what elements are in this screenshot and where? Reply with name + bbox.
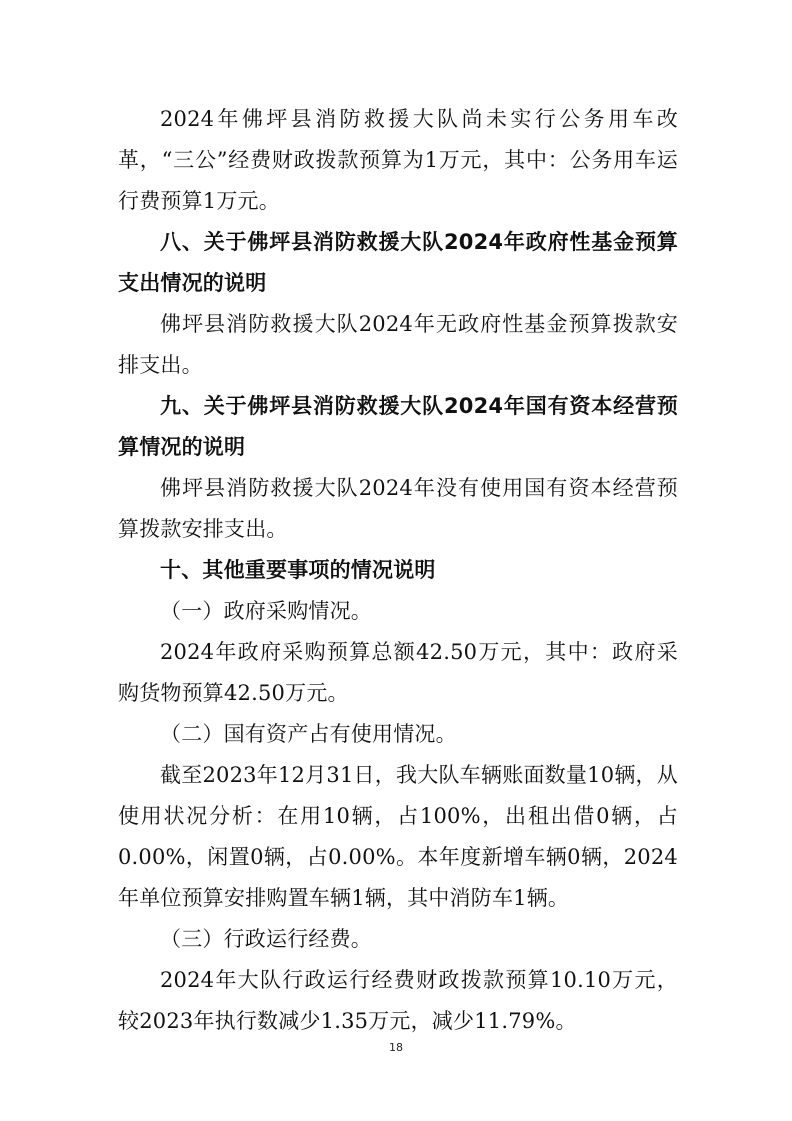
paragraph-government-fund: 佛坪县消防救援大队2024年无政府性基金预算拨款安排支出。 [118,312,678,377]
heading-government-fund: 八、关于佛坪县消防救援大队2024年政府性基金预算支出情况的说明 [118,230,678,295]
document-body [118,99,678,1042]
page-number: 18 [389,1041,403,1054]
subheading-admin-expense: （三）行政运行经费。 [160,927,372,951]
heading-other-matters: 十、其他重要事项的情况说明 [160,558,436,582]
subheading-state-assets: （二）国有资产占有使用情况。 [160,722,457,746]
paragraph-state-capital: 佛坪县消防救援大队2024年没有使用国有资本经营预算拨款安排支出。 [118,476,678,541]
paragraph-procurement: 2024年政府采购预算总额42.50万元，其中：政府采购货物预算42.50万元。 [118,640,678,705]
paragraph-admin-expense: 2024年大队行政运行经费财政拨款预算10.10万元，较2023年执行数减少1.35万元，减少11.79%。 [118,968,678,1033]
subheading-procurement: （一）政府采购情况。 [160,599,372,623]
paragraph-state-assets: 截至2023年12月31日，我大队车辆账面数量10辆，从使用状况分析：在用10辆，占100%，出租出借0辆，占0.00%，闲置0辆，占0.00%。本年度新增车辆0辆，2024年单位预算安排购置车辆1辆，其中消防车1辆。 [118,763,678,910]
heading-state-capital: 九、关于佛坪县消防救援大队2024年国有资本经营预算情况的说明 [118,394,678,459]
paragraph-public-vehicle: 2024年佛坪县消防救援大队尚未实行公务用车改革，“三公”经费财政拨款预算为1万元，其中：公务用车运行费预算1万元。 [118,107,678,213]
